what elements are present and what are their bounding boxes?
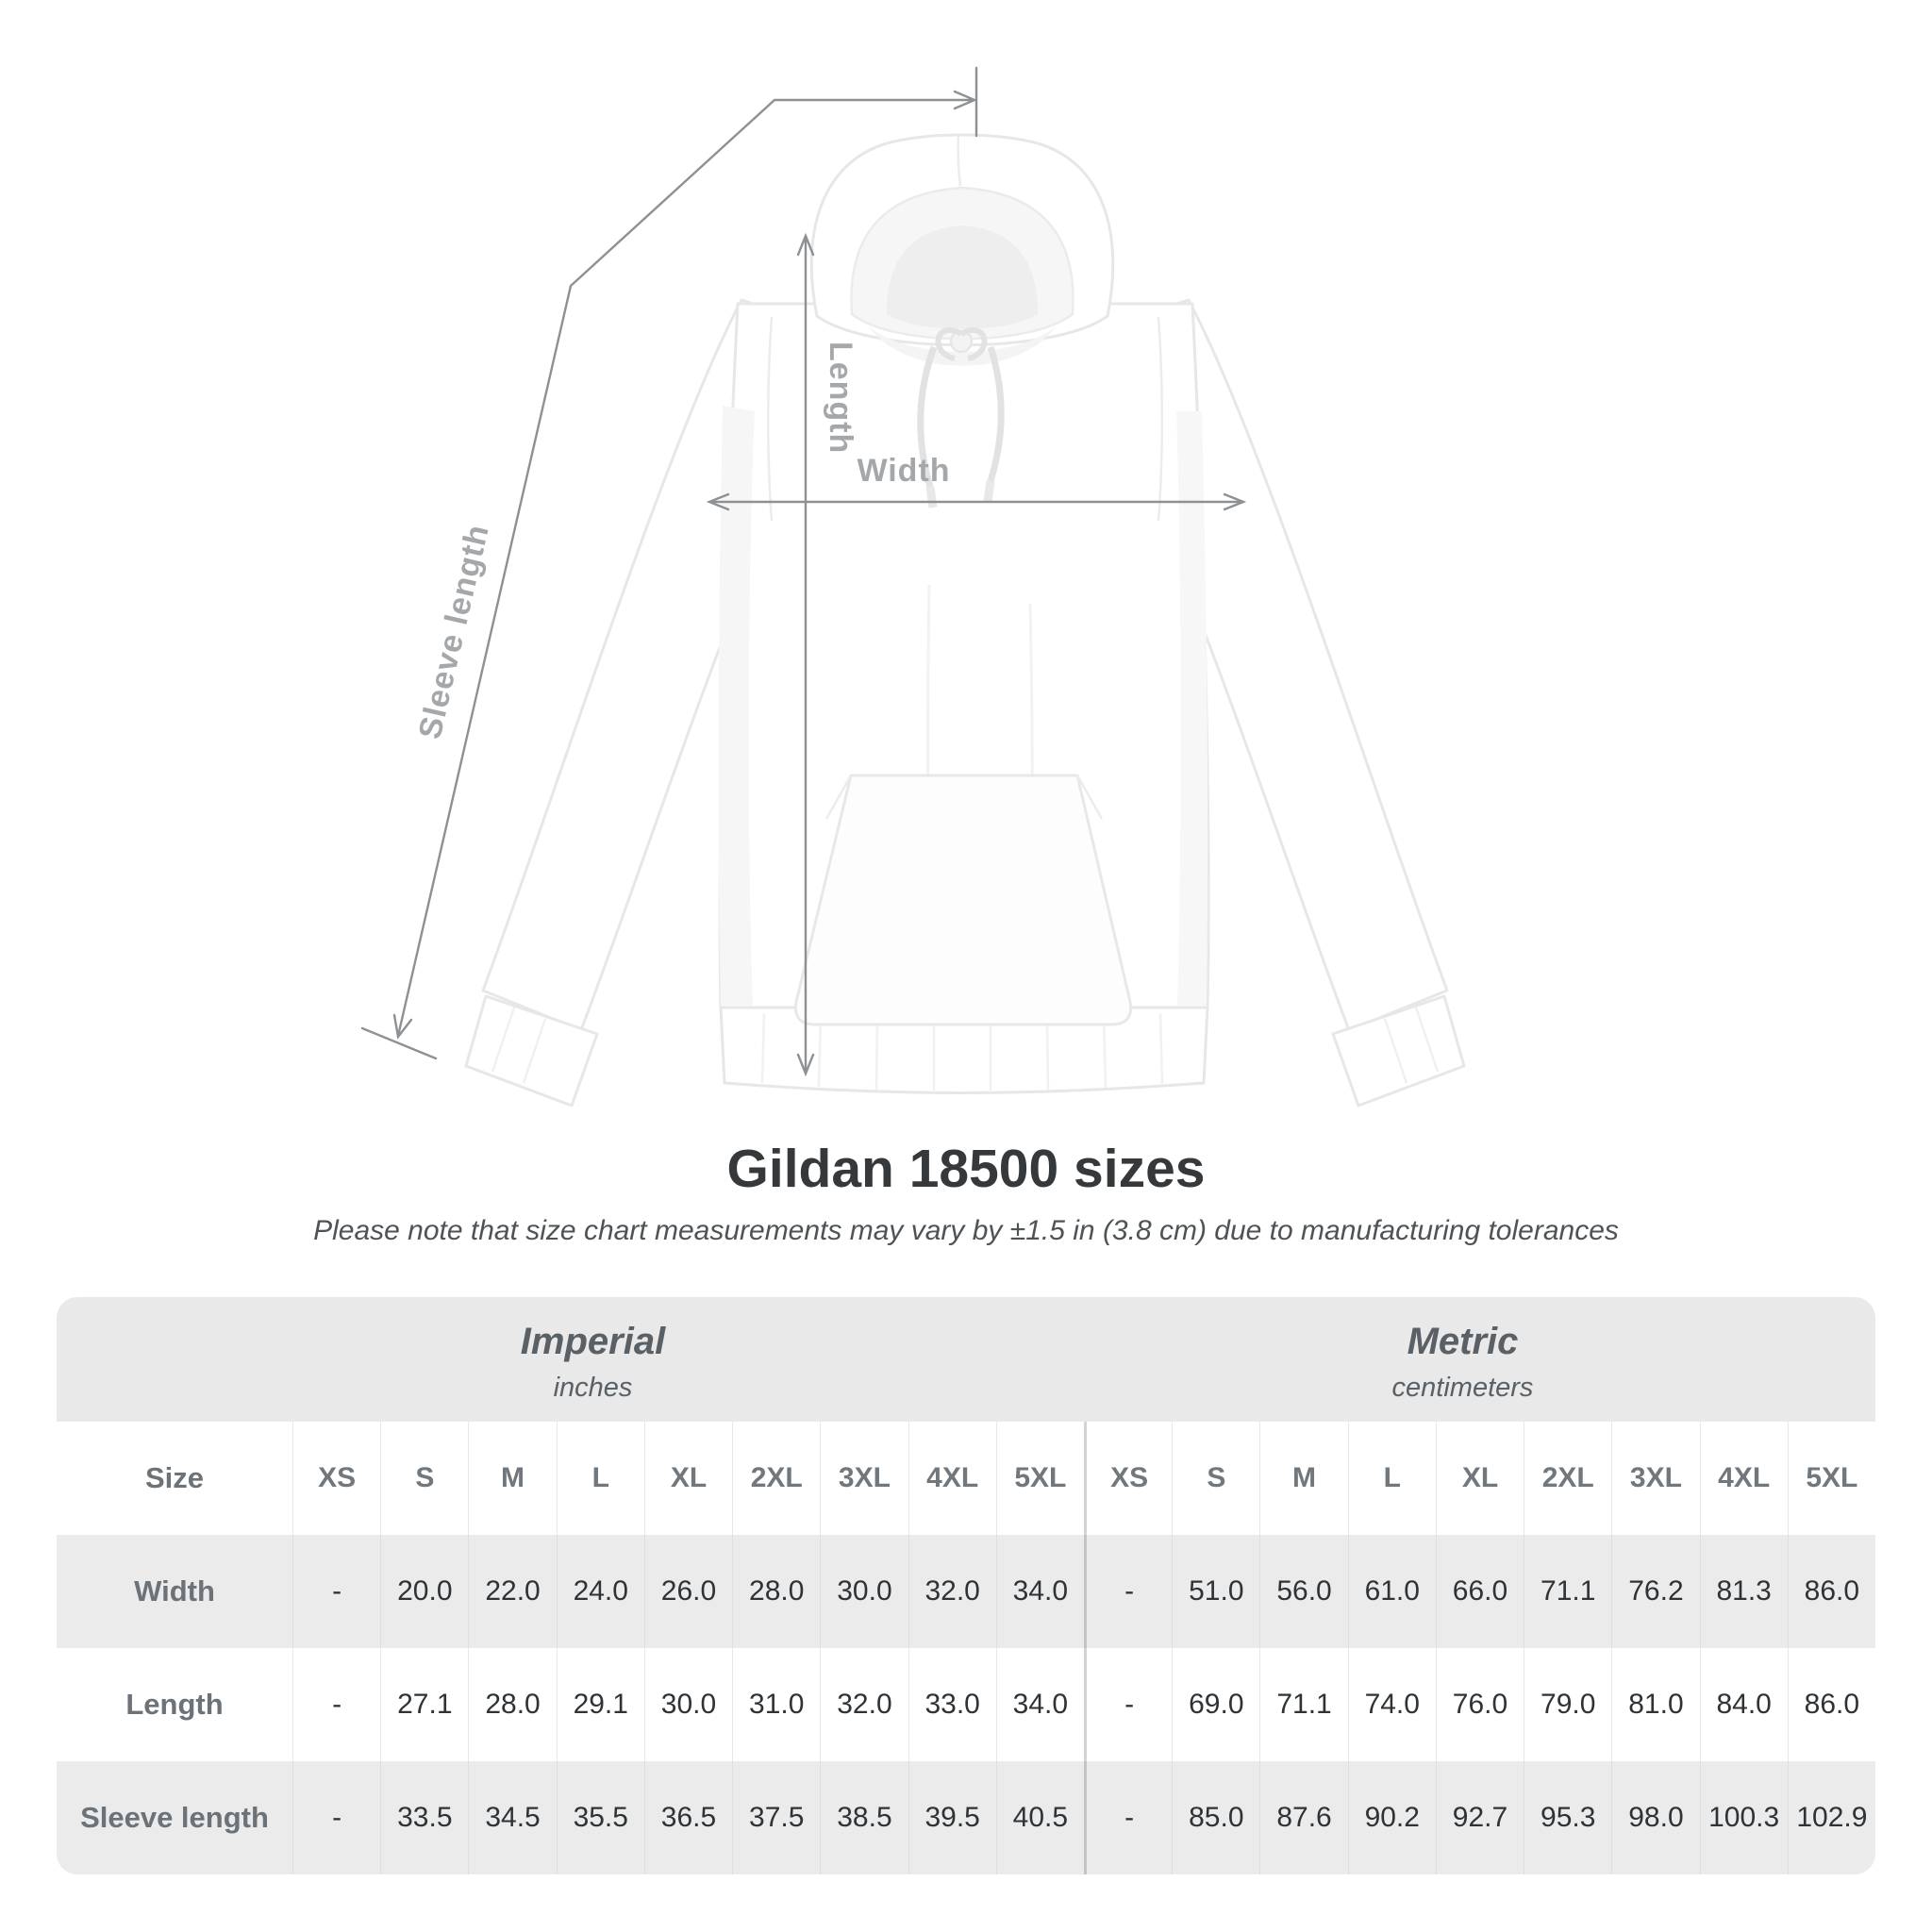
unit-group-band [57, 1297, 1875, 1422]
value-cell: 26.0 [644, 1535, 732, 1648]
value-cell: 32.0 [908, 1535, 996, 1648]
value-cell: 86.0 [1788, 1648, 1875, 1761]
table-row-sleeve-length [57, 1761, 1875, 1874]
size-header-cell: L [1348, 1422, 1436, 1535]
value-cell: 31.0 [732, 1648, 820, 1761]
value-cell: 20.0 [380, 1535, 468, 1648]
value-cell: 30.0 [644, 1648, 732, 1761]
imperial-unit: inches [553, 1373, 633, 1403]
value-cell: 30.0 [820, 1535, 908, 1648]
value-cell: - [292, 1761, 380, 1874]
value-cell: 33.0 [908, 1648, 996, 1761]
row-label: Length [125, 1688, 224, 1721]
value-cell: 69.0 [1172, 1648, 1259, 1761]
size-header-cell: XS [1084, 1422, 1172, 1535]
value-cell: 100.3 [1700, 1761, 1788, 1874]
value-cell: 34.0 [996, 1648, 1084, 1761]
value-cell: 90.2 [1348, 1761, 1436, 1874]
size-column-header: Size [144, 1461, 205, 1494]
size-header-cell: XS [292, 1422, 380, 1535]
value-cell: 28.0 [468, 1648, 556, 1761]
value-cell: 37.5 [732, 1761, 820, 1874]
value-cell: 95.3 [1524, 1761, 1611, 1874]
value-cell: - [1084, 1761, 1172, 1874]
tolerance-note: Please note that size chart measurements may vary by ±1.5 in (3.8 cm) due to manufacturing tolerances [313, 1215, 1619, 1246]
page-title: Gildan 18500 sizes [726, 1139, 1206, 1199]
value-cell: 85.0 [1172, 1761, 1259, 1874]
value-cell: - [292, 1648, 380, 1761]
value-cell: 51.0 [1172, 1535, 1259, 1648]
size-header-cell: L [557, 1422, 644, 1535]
value-cell: 92.7 [1436, 1761, 1524, 1874]
value-cell: 87.6 [1259, 1761, 1347, 1874]
value-cell: 81.0 [1611, 1648, 1699, 1761]
metric-group-header [1067, 1297, 1858, 1422]
value-cell: 24.0 [557, 1535, 644, 1648]
sleeve-length-label: Sleeve length [411, 521, 496, 742]
value-cell: 81.3 [1700, 1535, 1788, 1648]
row-label: Sleeve length [80, 1801, 269, 1834]
size-header-cell: S [380, 1422, 468, 1535]
imperial-group-header [79, 1297, 1107, 1422]
table-row-width [57, 1535, 1875, 1648]
size-header-cell: 5XL [996, 1422, 1084, 1535]
width-label: Width [857, 453, 951, 489]
size-header-cell: M [468, 1422, 556, 1535]
value-cell: 32.0 [820, 1648, 908, 1761]
value-cell: 33.5 [380, 1761, 468, 1874]
value-cell: 84.0 [1700, 1648, 1788, 1761]
value-cell: 35.5 [557, 1761, 644, 1874]
value-cell: 98.0 [1611, 1761, 1699, 1874]
size-header-cell: XL [1436, 1422, 1524, 1535]
value-cell: 86.0 [1788, 1535, 1875, 1648]
size-header-cell: 2XL [732, 1422, 820, 1535]
table-row-length [57, 1648, 1875, 1761]
value-cell: 76.2 [1611, 1535, 1699, 1648]
size-header-cell: XL [644, 1422, 732, 1535]
value-cell: - [1084, 1535, 1172, 1648]
size-header-cell: 3XL [1611, 1422, 1699, 1535]
value-cell: 71.1 [1524, 1535, 1611, 1648]
kangaroo-pocket [795, 775, 1130, 1024]
size-header-cell: 4XL [1700, 1422, 1788, 1535]
value-cell: 36.5 [644, 1761, 732, 1874]
row-label: Width [134, 1574, 215, 1607]
imperial-label: Imperial [520, 1321, 666, 1362]
value-cell: - [1084, 1648, 1172, 1761]
size-header-cell: M [1259, 1422, 1347, 1535]
value-cell: 102.9 [1788, 1761, 1875, 1874]
value-cell: 34.5 [468, 1761, 556, 1874]
length-label: Length [823, 341, 858, 455]
value-cell: 22.0 [468, 1535, 556, 1648]
size-header-cell: 2XL [1524, 1422, 1611, 1535]
value-cell: 34.0 [996, 1535, 1084, 1648]
value-cell: 29.1 [557, 1648, 644, 1761]
value-cell: 56.0 [1259, 1535, 1347, 1648]
value-cell: 74.0 [1348, 1648, 1436, 1761]
value-cell: 39.5 [908, 1761, 996, 1874]
value-cell: 76.0 [1436, 1648, 1524, 1761]
value-cell: 79.0 [1524, 1648, 1611, 1761]
hoodie-illustration [466, 134, 1464, 1106]
table-header-row [57, 1422, 1875, 1535]
metric-label: Metric [1407, 1321, 1519, 1362]
size-header-cell: 4XL [908, 1422, 996, 1535]
size-header-cell: S [1172, 1422, 1259, 1535]
metric-unit: centimeters [1391, 1373, 1534, 1403]
value-cell: 66.0 [1436, 1535, 1524, 1648]
value-cell: 61.0 [1348, 1535, 1436, 1648]
value-cell: 38.5 [820, 1761, 908, 1874]
value-cell: 40.5 [996, 1761, 1084, 1874]
size-header-cell: 5XL [1788, 1422, 1875, 1535]
value-cell: 71.1 [1259, 1648, 1347, 1761]
value-cell: - [292, 1535, 380, 1648]
size-table [57, 1297, 1875, 1874]
value-cell: 27.1 [380, 1648, 468, 1761]
size-header-cell: 3XL [820, 1422, 908, 1535]
value-cell: 28.0 [732, 1535, 820, 1648]
